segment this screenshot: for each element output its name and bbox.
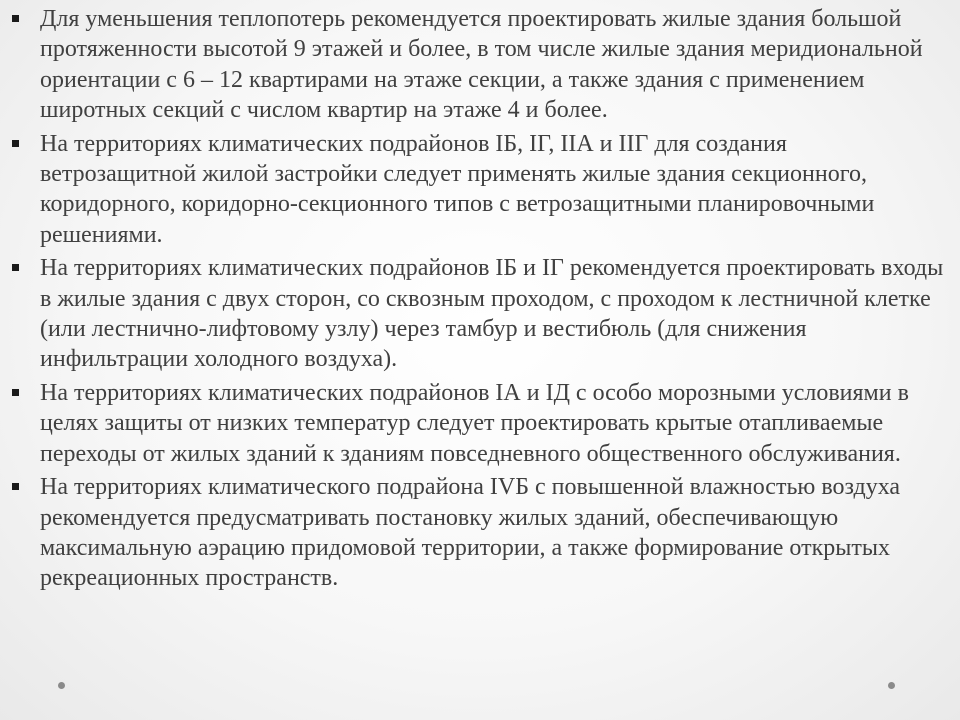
square-bullet-icon	[12, 140, 19, 147]
square-bullet-icon	[12, 15, 19, 22]
square-bullet-icon	[12, 264, 19, 271]
square-bullet-icon	[12, 389, 19, 396]
bullet-item	[8, 253, 948, 375]
bullet-item	[8, 4, 948, 126]
bullet-text: На территориях климатических подрайонов IА и IД с особо морозными условиями в целях защиты от низких температур следует проектировать крытые отапливаемые переходы от жилых зданий к зданиям повседневного общественного обслуживания.	[40, 379, 909, 467]
bullet-text: Для уменьшения теплопотерь рекомендуется проектировать жилые здания большой протяженности высотой 9 этажей и более, в том числе жилые здания меридиональной ориентации с 6 – 12 квартирами на этаже секции, а также здания с применением широтных секций с числом квартир на этаже 4 и более.	[40, 6, 923, 124]
bullet-item	[8, 472, 948, 594]
decorative-dot-icon	[888, 682, 895, 689]
decorative-dot-icon	[58, 682, 65, 689]
bullet-text: На территориях климатического подрайона IVБ с повышенной влажностью воздуха рекомендуется предусматривать постановку жилых зданий, обеспечивающую максимальную аэрацию придомовой территории, а также формирование открытых рекреационных пространств.	[40, 474, 901, 592]
square-bullet-icon	[12, 483, 19, 490]
bullet-list	[8, 4, 948, 597]
bullet-text: На территориях климатических подрайонов IБ, IГ, IIА и IIГ для создания ветрозащитной жилой застройки следует применять жилые здания секционного, коридорного, коридорно-секционного типов с ветрозащитными планировочными решениями.	[40, 130, 875, 248]
bullet-item	[8, 129, 948, 251]
bullet-item	[8, 378, 948, 469]
bullet-text: На территориях климатических подрайонов IБ и IГ рекомендуется проектировать входы в жилые здания с двух сторон, со сквозным проходом, с проходом к лестничной клетке (или лестнично-лифтовому узлу) через тамбур и вестибюль (для снижения инфильтрации холодного воздуха).	[40, 255, 944, 373]
